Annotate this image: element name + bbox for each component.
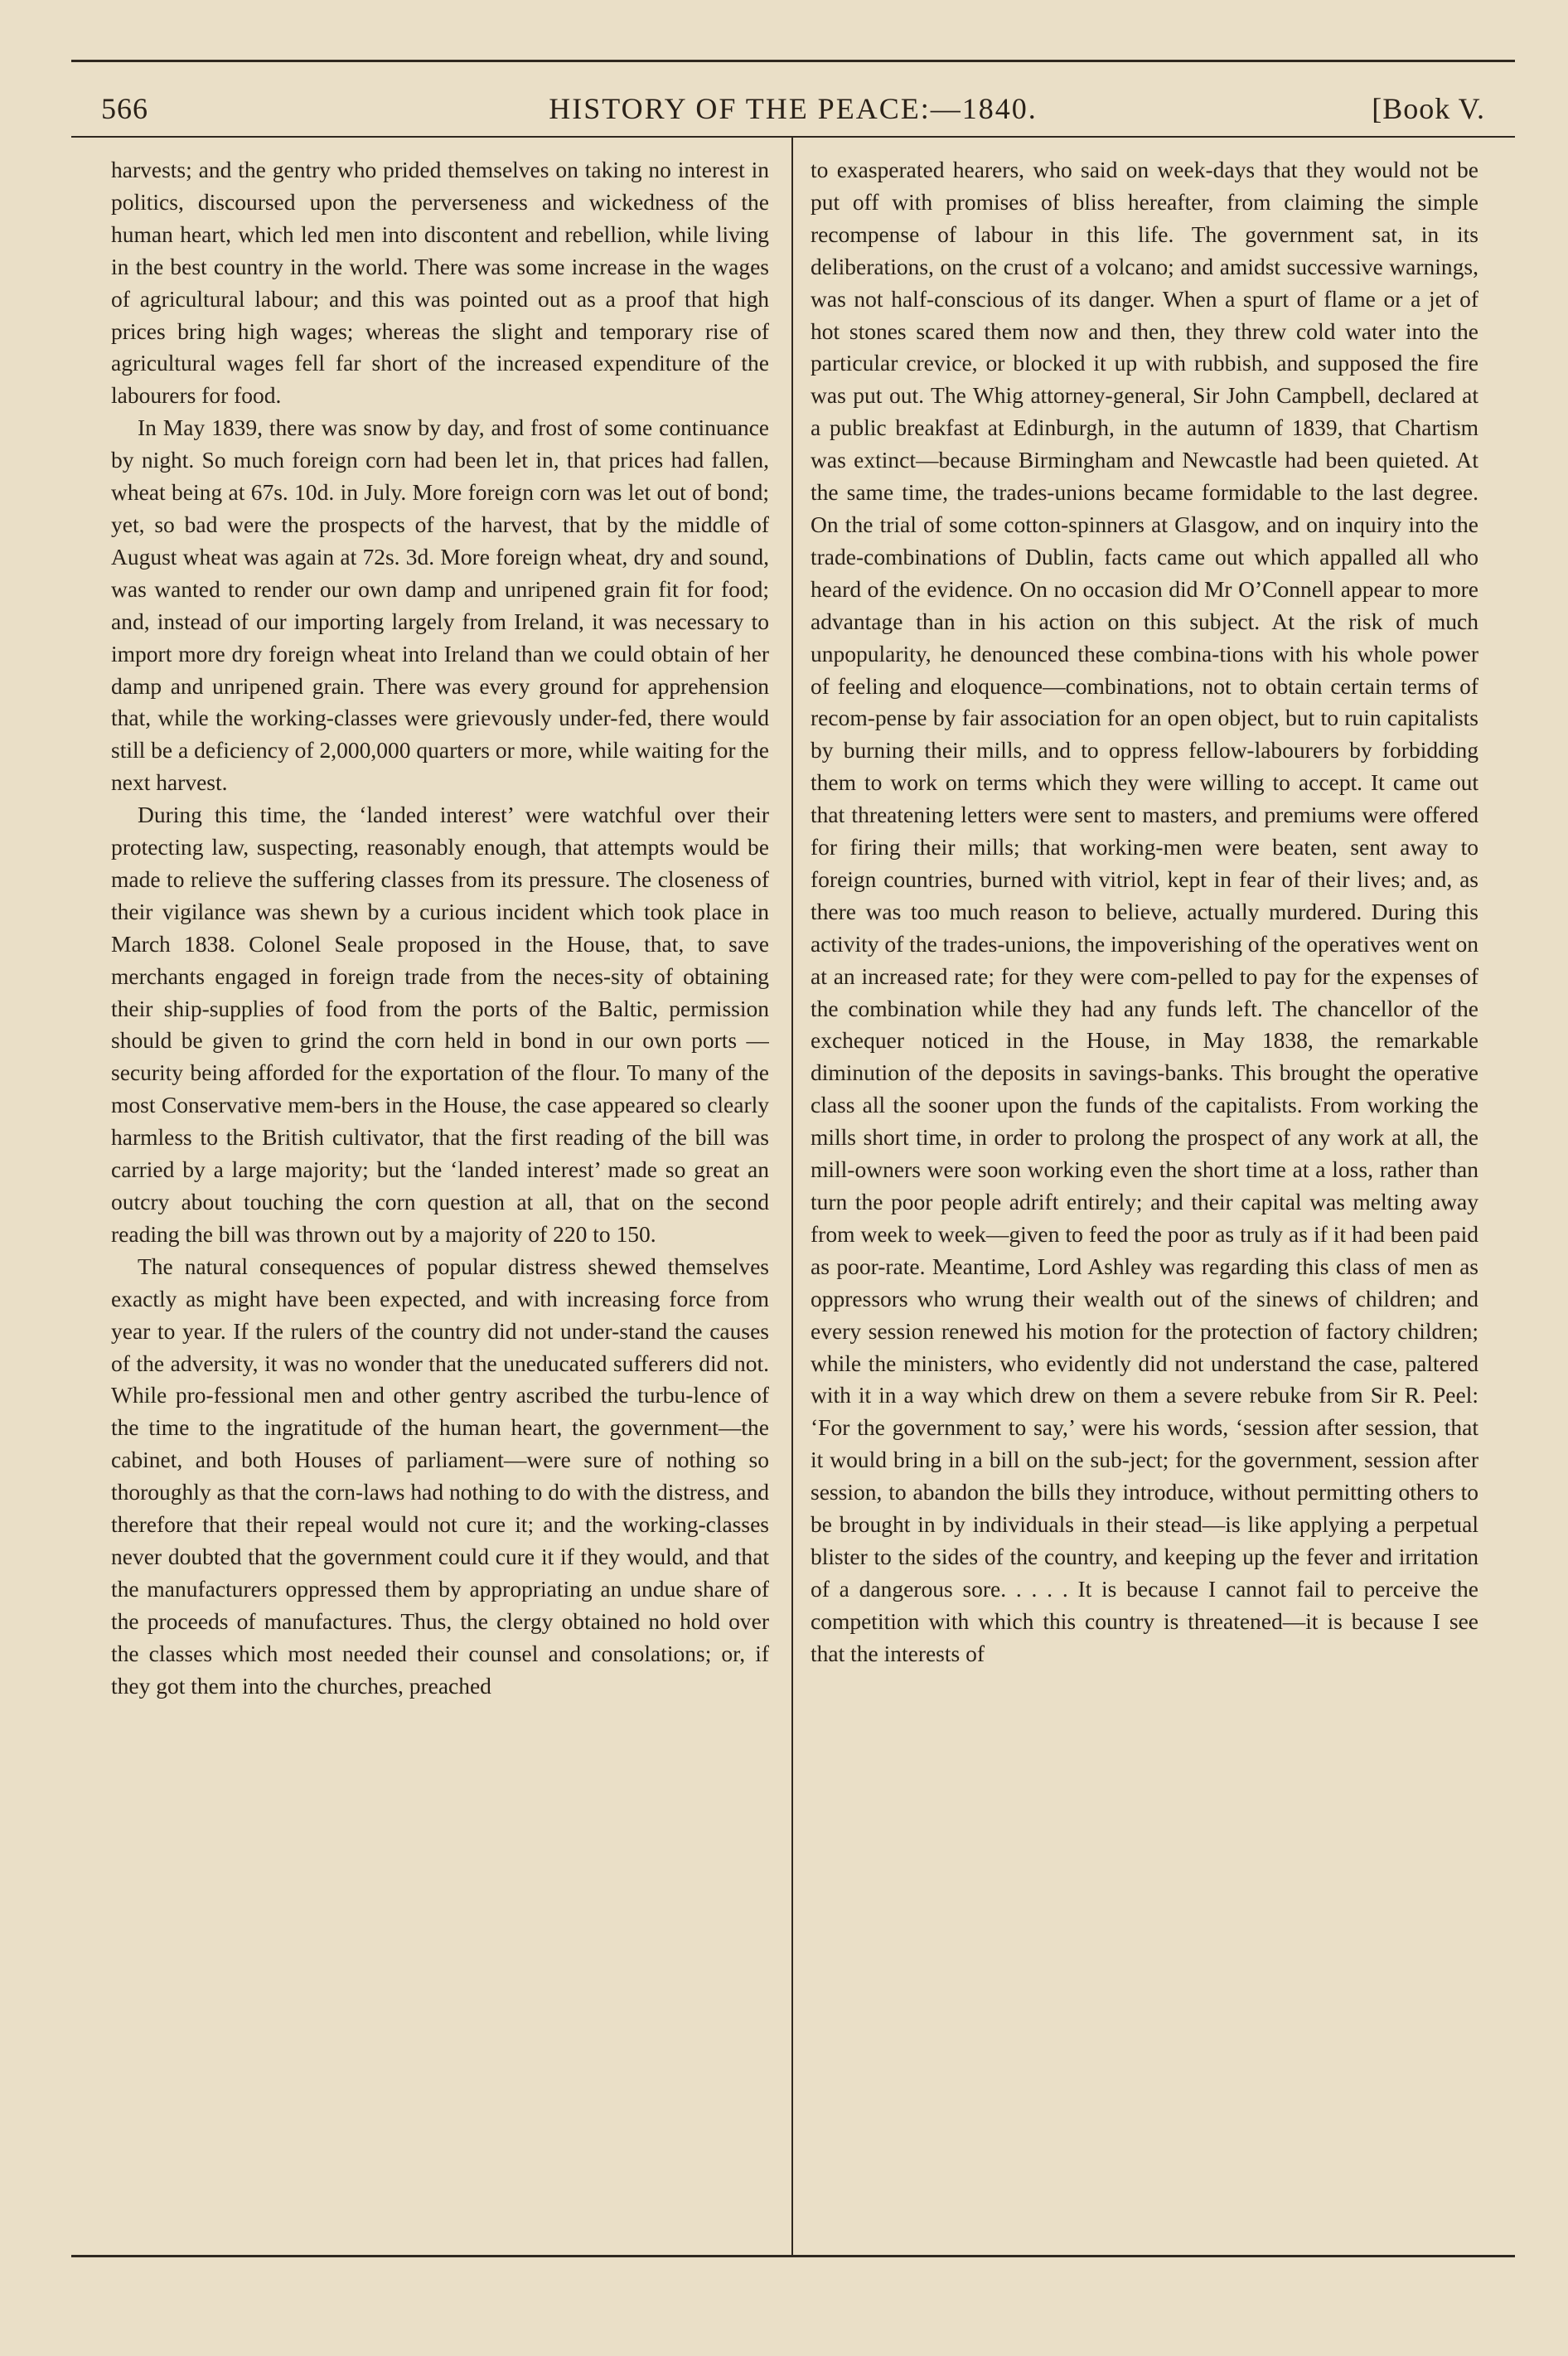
paragraph: During this time, the ‘landed interest’ were watchful over their protecting law, suspecting, reasonably enough, that attempts would be made to relieve the suffering classes from its pressure. The closeness of their vigilance was shewn by a curious incident which took place in March 1838. Colonel Seale proposed in the House, that, to save merchants engaged in foreign trade from the neces-sity of obtaining their ship-supplies of food from the ports of the Baltic, permission should be given to grind the corn held in bond in our own ports —security being afforded for the exportation of the flour. To many of the most Conservative mem-bers in the House, the case appeared so clearly harmless to the British cultivator, that the first reading of the bill was carried by a large majority; but the ‘landed interest’ made so great an outcry about touching the corn question at all, that on the second reading the bill was thrown out by a majority of 220 to 150. [111, 802, 769, 1247]
paragraph: The natural consequences of popular distress shewed themselves exactly as might have been expected, and with increasing force from year to year. If the rulers of the country did not under-stand the causes of the adversity, it was no wonder that the uneducated sufferers did not. While pro-fessional men and other gentry ascribed the turbu-lence of the time to the ingratitude of the human heart, the government—the cabinet, and both Houses of parliament—were sure of nothing so thoroughly as that the corn-laws had nothing to do with the distress, and therefore that their repeal would not cure it; and the working-classes never doubted that the government could cure it if they would, and that the manufacturers oppressed them by appropriating an undue share of the proceeds of manufactures. Thus, the clergy obtained no hold over the classes which most needed their counsel and consolations; or, if they got them into the churches, preached [111, 1253, 769, 1699]
running-header [71, 81, 1515, 139]
running-title: HISTORY OF THE PEACE:—1840. [549, 92, 1038, 125]
left-column [111, 154, 769, 2243]
book-label: [Book V. [1372, 92, 1485, 125]
column-divider [791, 138, 793, 2255]
page-number: 566 [101, 92, 148, 125]
header-rule [71, 136, 1515, 138]
top-rule [71, 60, 1515, 62]
right-column [811, 154, 1478, 2243]
paragraph: In May 1839, there was snow by day, and frost of some continuance by night. So much foreign corn had been let in, that prices had fallen, wheat being at 67s. 10d. in July. More foreign corn was let out of bond; yet, so bad were the prospects of the harvest, that by the middle of August wheat was again at 72s. 3d. More foreign wheat, dry and sound, was wanted to render our own damp and unripened grain fit for food; and, instead of our importing largely from Ireland, it was necessary to import more dry foreign wheat into Ireland than we could obtain of her damp and unripened grain. There was every ground for apprehension that, while the working-classes were grievously under-fed, there would still be a deficiency of 2,000,000 quarters or more, while waiting for the next harvest. [111, 414, 769, 796]
paragraph: to exasperated hearers, who said on week-days that they would not be put off with promises of bliss hereafter, from claiming the simple recompense of labour in this life. The government sat, in its deliberations, on the crust of a volcano; and amidst successive warnings, was not half-conscious of its danger. When a spurt of flame or a jet of hot stones scared them now and then, they threw cold water into the particular crevice, or blocked it up with rubbish, and supposed the fire was put out. The Whig attorney-general, Sir John Campbell, declared at a public breakfast at Edinburgh, in the autumn of 1839, that Chartism was extinct—because Birmingham and Newcastle had been quieted. At the same time, the trades-unions became formidable to the last degree. On the trial of some cotton-spinners at Glasgow, and on inquiry into the trade-combinations of Dublin, facts came out which appalled all who heard of the evidence. On no occasion did Mr O’Connell appear to more advantage than in his action on this subject. At the risk of much unpopularity, he denounced these combina-tions with his whole power of feeling and eloquence—combinations, not to obtain certain terms of recom-pense by fair association for an open object, but to ruin capitalists by burning their mills, and to oppress fellow-labourers by forbidding them to work on terms which they were willing to accept. It came out that threatening letters were sent to masters, and premiums were offered for firing their mills; that working-men were beaten, sent away to foreign countries, burned with vitriol, kept in fear of their lives; and, as there was too much reason to believe, actually murdered. During this activity of the trades-unions, the impoverishing of the operatives went on at an increased rate; for they were com-pelled to pay for the expenses of the combination while they had any funds left. The chancellor of the exchequer noticed in the House, in May 1838, the remarkable diminution of the deposits in savings-banks. This brought the operative class all the sooner upon the funds of the capitalists. From working the mills short time, in order to prolong the prospect of any work at all, the mill-owners were soon working even the short time at a loss, rather than turn the poor people adrift entirely; and their capital was melting away from week to week—given to feed the poor as truly as if it had been paid as poor-rate. Meantime, Lord Ashley was regarding this class of men as oppressors who wrung their wealth out of the sinews of children; and every session renewed his motion for the protection of factory children; while the ministers, who evidently did not understand the case, paltered with it in a way which drew on them a severe rebuke from Sir R. Peel: ‘For the government to say,’ were his words, ‘session after session, that it would bring in a bill on the sub-ject; for the government, session after session, to abandon the bills they introduce, without permitting others to be brought in by individuals in their stead—is like applying a perpetual blister to the sides of the country, and keeping up the fever and irritation of a dangerous sore. . . . . It is because I cannot fail to perceive the competition with which this country is threatened—it is because I see that the interests of [811, 157, 1478, 1666]
bottom-rule [71, 2255, 1515, 2257]
paragraph: harvests; and the gentry who prided themselves on taking no interest in politics, discoursed upon the perverseness and wickedness of the human heart, which led men into discontent and rebellion, while living in the best country in the world. There was some increase in the wages of agricultural labour; and this was pointed out as a proof that high prices bring high wages; whereas the slight and temporary rise of agricultural wages fell far short of the increased expenditure of the labourers for food. [111, 157, 769, 409]
